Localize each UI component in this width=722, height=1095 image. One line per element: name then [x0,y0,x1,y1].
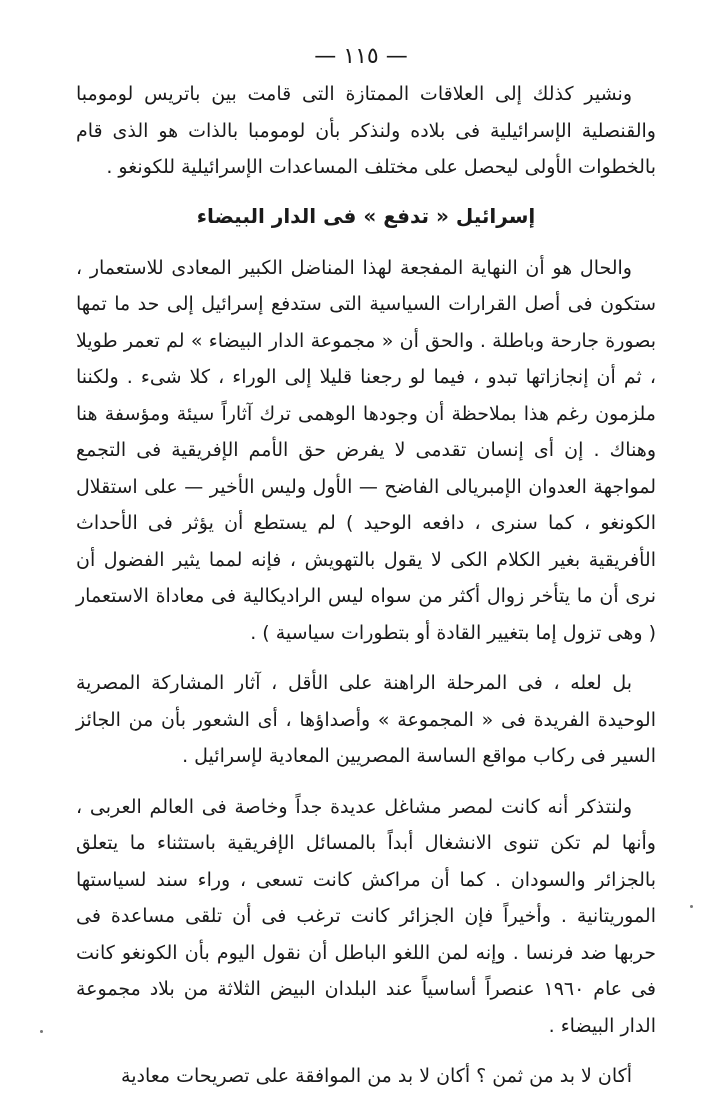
scan-speck [40,1030,43,1033]
paragraph-lumumba-relations: ونشير كذلك إلى العلاقات الممتازة التى قامت بين باتريس لومومبا والقنصلية الإسرائيلية فى بلاده ولنذكر بأن لومومبا بالذات هو الذى قام بالخطوات الأولى ليحصل على مختلف المساعدات الإسرائيلية للكونغو . [76,83,656,178]
page-number: — ١١٥ — [314,44,408,69]
scan-speck [690,905,693,908]
paragraph-egypt-concerns: ولنتذكر أنه كانت لمصر مشاغل عديدة جداً وخاصة فى العالم العربى ، وأنها لم تكن تنوى الانشغال أبداً بالمسائل الإفريقية باستثناء ما يتعلق بالجزائر والسودان . كما أن مراكش كانت تسعى ، وراء سند لسياستها الموريتانية . وأخيراً فإن الجزائر كانت ترغب فى أن تلقى مساعدة فى حربها ضد فرنسا . وإنه لمن اللغو الباطل أن نقول اليوم بأن الكونغو كانت فى عام ١٩٦٠ عنصراً أساسياً عند البلدان البيض الثلاثة من بلاد مجموعة الدار البيضاء . [76,795,657,1037]
paragraph-casablanca-group: والحال هو أن النهاية المفجعة لهذا المناضل الكبير المعادى للاستعمار ، ستكون فى أصل القرارات السياسية التى ستدفع إسرائيل إلى حد ما تمها بصورة جارحة وباطلة . والحق أن « مجموعة الدار البيضاء » لم تعمر طويلا ، ثم أن إنجازاتها تبدو ، فيما لو رجعنا قليلا إلى الوراء ، كلا شىء . ولكننا ملزمون رغم هذا بملاحظة أن وجودها الوهمى ترك آثاراً سيئة ومؤسفة هنا وهناك . إن أى إنسان تقدمى لا يفرض حق الأمم الإفريقية فى التجمع لمواجهة العدوان الإمبريالى الفاضح — الأول وليس الأخير — على استقلال الكونغو ، كما سنرى ، دافعه الوحيد ) لم يستطع أن يؤثر فى الأحداث الأفريقية بغير الكلام الكى لا يقول بالتهويش ، فإنه لمما يثير الفضول أن نرى أن ما يتأخر زوال أكثر من سواه ليس الراديكالية فى معاداة الاستعمار ( وهى تزول إما بتغيير القادة أو بتطورات سياسية ) . [76,256,656,644]
section-heading: إسرائيل « تدفع » فى الدار البيضاء [196,203,536,228]
page-body [76,76,656,1095]
paragraph-price-question: أكان لا بد من ثمن ؟ أكان لا بد من الموافقة على تصريحات معادية [121,1065,632,1087]
paragraph-egyptian-participation: بل لعله ، فى المرحلة الراهنة على الأقل ، آثار المشاركة المصرية الوحيدة الفريدة فى « المجموعة » وأصداؤها ، أى الشعور بأن من الجائز السير فى ركاب مواقع الساسة المصريين المعادية لإسرائيل . [76,672,656,767]
